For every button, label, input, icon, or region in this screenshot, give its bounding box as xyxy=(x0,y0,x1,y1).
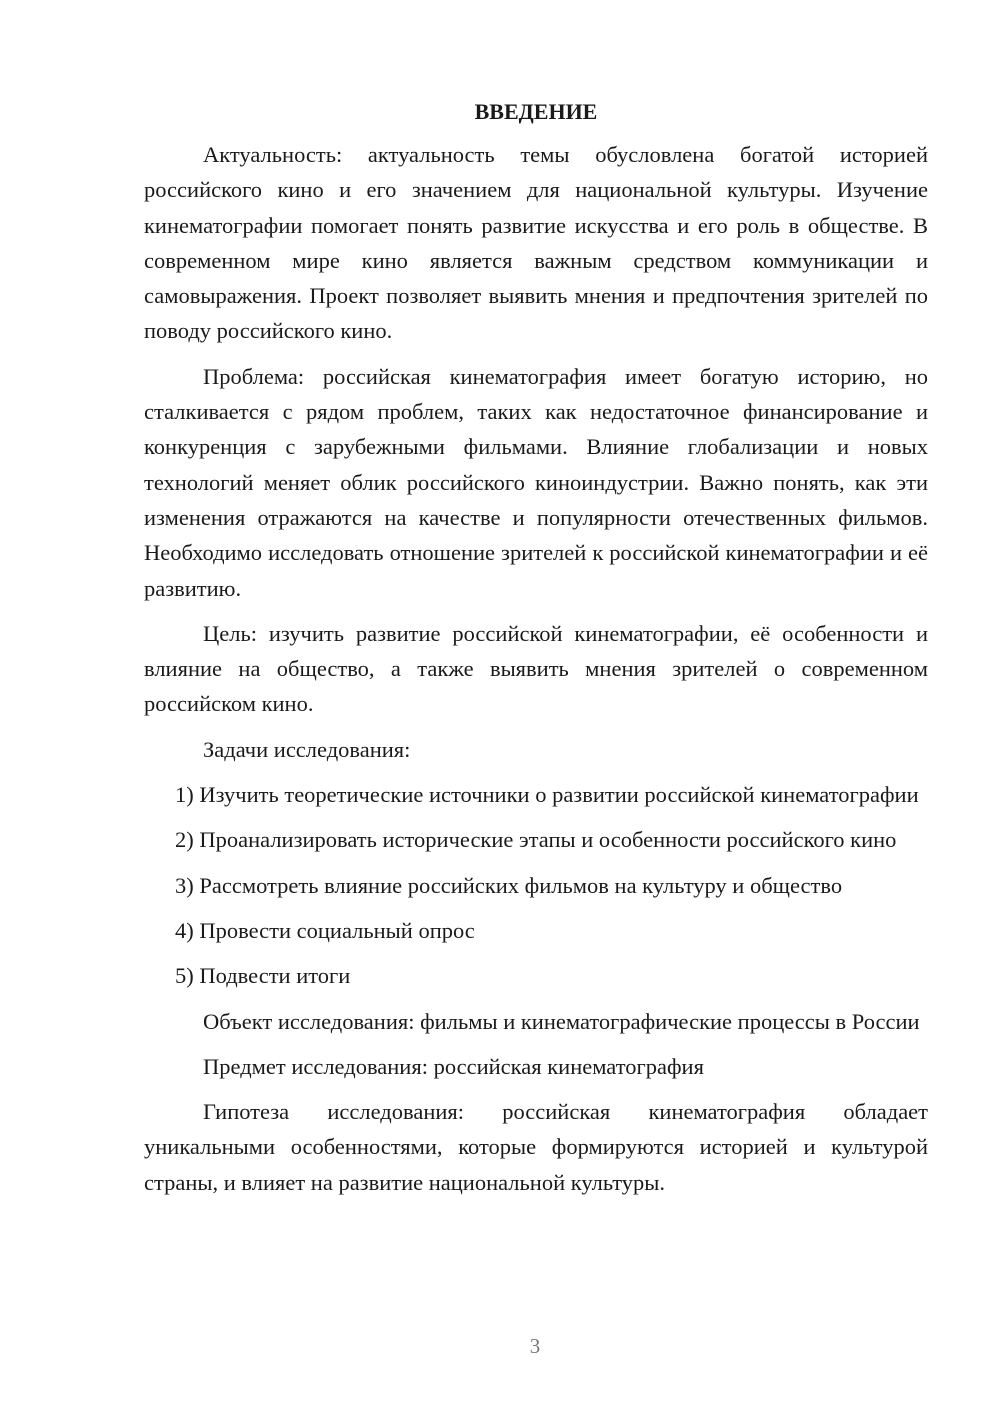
subject-paragraph: Предмет исследования: российская кинематография xyxy=(203,1053,704,1079)
task-item-1: 1) Изучить теоретические источники о развитии российской кинематографии xyxy=(175,782,919,808)
problem-paragraph: Проблема: российская кинематография имеет богатую историю, но сталкивается с рядом проблем, таких как недостаточное финансирование и конкуренция с зарубежными фильмами. Влияние глобализации и новых технологий меняет облик российского киноиндустрии. Важно понять, как эти изменения отражаются на качестве и популярности отечественных фильмов. Необходимо исследовать отношение зрителей к российской кинематографии и её развитию. xyxy=(144,363,928,601)
task-item-5: 5) Подвести итоги xyxy=(175,963,351,989)
section-title: ВВЕДЕНИЕ xyxy=(474,99,598,124)
task-item-2: 2) Проанализировать исторические этапы и особенности российского кино xyxy=(175,827,897,853)
task-item-3: 3) Рассмотреть влияние российских фильмов на культуру и общество xyxy=(175,872,843,898)
document-body xyxy=(144,97,928,1210)
tasks-heading: Задачи исследования: xyxy=(203,736,411,762)
page-number: 3 xyxy=(529,1334,541,1358)
goal-paragraph: Цель: изучить развитие российской кинематографии, её особенности и влияние на общество, а также выявить мнения зрителей о современном российском кино. xyxy=(144,620,928,717)
task-item-4: 4) Провести социальный опрос xyxy=(175,917,475,943)
hypothesis-paragraph: Гипотеза исследования: российская кинематография обладает уникальными особенностями, которые формируются историей и культурой страны, и влияет на развитие национальной культуры. xyxy=(144,1099,928,1195)
object-paragraph: Объект исследования: фильмы и кинематографические процессы в России xyxy=(203,1008,920,1034)
relevance-paragraph: Актуальность: актуальность темы обусловлена богатой историей российского кино и его значением для национальной культуры. Изучение кинематографии помогает понять развитие искусства и его роль в обществе. В современном мире кино является важным средством коммуникации и самовыражения. Проект позволяет выявить мнения и предпочтения зрителей по поводу российского кино. xyxy=(144,142,928,344)
